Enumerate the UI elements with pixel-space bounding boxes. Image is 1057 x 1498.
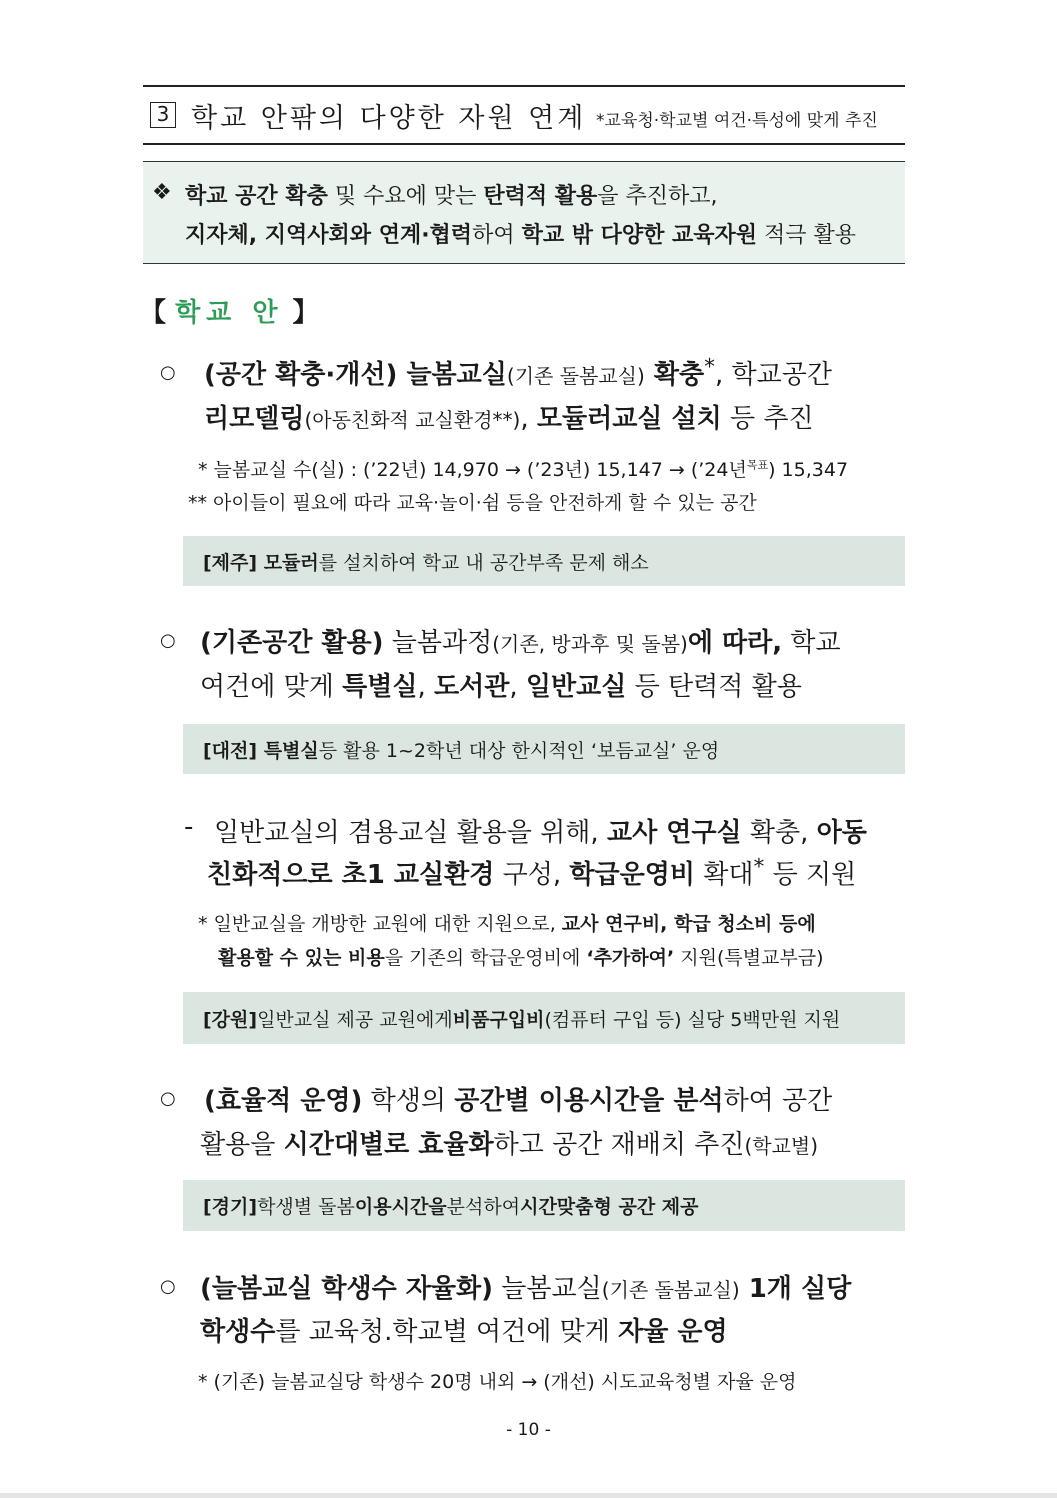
item2-example-box: [대전] 특별실 등 활용 1~2학년 대상 한시적인 ‘보듬교실’ 운영	[183, 724, 905, 774]
sub2-example-box: [강원] 일반교실 제공 교원에게 비품구입비 (컴퓨터 구입 등) 실당 5백만원 지원	[183, 992, 905, 1044]
school-section-heading: 【 학교 안 】	[140, 298, 319, 328]
item1-bullet: ○	[160, 362, 176, 383]
sub2-note-1: * 일반교실을 개방한 교원에 대한 지원으로, 교사 연구비, 학급 청소비 등에	[198, 913, 816, 935]
item4-bullet: ○	[160, 1276, 176, 1297]
item3-line-2: 활용을 시간대별로 효율화하고 공간 재배치 추진(학교별)	[200, 1130, 819, 1160]
header-bottom-rule	[143, 143, 905, 145]
item3-line-1: (효율적 운영) 학생의 공간별 이용시간을 분석하여 공간	[204, 1086, 833, 1116]
section-number: 3	[150, 102, 176, 128]
item4-line-1: (늘봄교실 학생수 자율화) 늘봄교실(기존 돌봄교실) 1개 실당	[200, 1274, 852, 1304]
bottom-bar	[0, 1493, 1057, 1498]
item1-example-box: [제주] 모듈러 를 설치하여 학교 내 공간부족 문제 해소	[183, 536, 905, 586]
item2-line-1: (기존공간 활용) 늘봄과정(기존, 방과후 및 돌봄)에 따라, 학교	[200, 628, 841, 658]
top-rule	[143, 85, 905, 87]
diamond-bullet-icon: ❖	[152, 180, 172, 205]
summary-line-1: 학교 공간 확충 및 수요에 맞는 탄력적 활용을 추진하고,	[185, 184, 718, 209]
item3-bullet: ○	[160, 1088, 176, 1109]
sub2-note-2: 활용할 수 있는 비용을 기존의 학급운영비에 ‘추가하여’ 지원(특별교부금)	[218, 947, 824, 969]
section-title: 학교 안팎의 다양한 자원 연계	[191, 103, 587, 134]
page-number: - 10 -	[506, 1420, 551, 1440]
summary-line-2: 지자체, 지역사회와 연계·협력하여 학교 밖 다양한 교육자원 적극 활용	[185, 223, 857, 248]
item1-note-2: ** 아이들이 필요에 따라 교육·놀이·쉼 등을 안전하게 할 수 있는 공간	[188, 492, 757, 514]
item2-line-2: 여건에 맞게 특별실, 도서관, 일반교실 등 탄력적 활용	[200, 672, 802, 702]
item1-line-2: 리모델링(아동친화적 교실환경**), 모듈러교실 설치 등 추진	[204, 404, 814, 434]
item1-line-1: (공간 확충·개선) 늘봄교실(기존 돌봄교실) 확충*, 학교공간	[204, 354, 832, 390]
item4-line-2: 학생수를 교육청.학교별 여건에 맞게 자율 운영	[200, 1317, 728, 1347]
sub2-line-1: 일반교실의 겸용교실 활용을 위해, 교사 연구실 확충, 아동	[214, 818, 867, 848]
sub2-line-2: 친화적으로 초1 교실환경 구성, 학급운영비 확대* 등 지원	[207, 854, 857, 890]
sub2-dash: -	[184, 812, 194, 842]
section-note: *교육청·학교별 여건·특성에 맞게 추진	[596, 111, 878, 131]
summary-box	[143, 161, 905, 264]
item1-note-1: * 늘봄교실 수(실) : (’22년) 14,970 → (’23년) 15,147 → (’24년$^{목표}$) 15,347	[198, 458, 849, 481]
item3-example-box: [경기] 학생별 돌봄 이용시간을 분석하여 시간맞춤형 공간 제공	[183, 1180, 905, 1231]
item2-bullet: ○	[160, 630, 176, 651]
item4-note-1: * (기존) 늘봄교실당 학생수 20명 내외 → (개선) 시도교육청별 자율 운영	[198, 1371, 797, 1393]
